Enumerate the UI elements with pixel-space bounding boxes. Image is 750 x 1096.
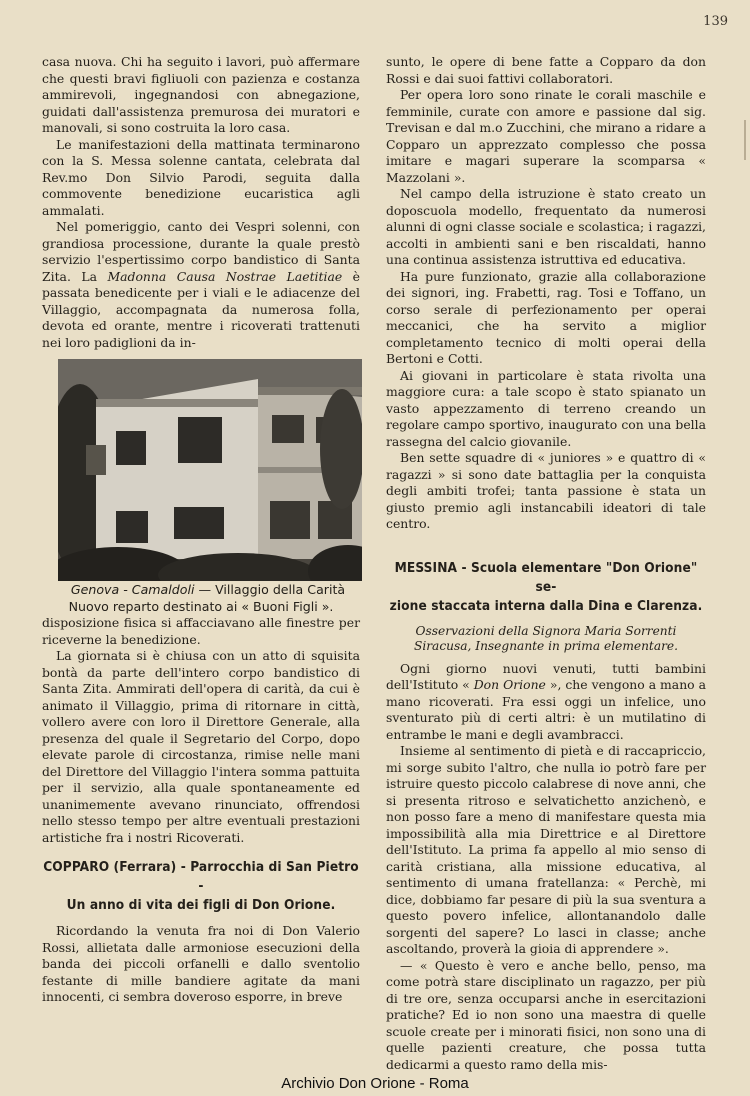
caption-line-2: Nuovo reparto destinato ai « Buoni Figli ». xyxy=(68,599,334,614)
photo-caption xyxy=(42,581,360,615)
right-paragraph xyxy=(386,661,706,744)
right-paragraph: Ben sette squadre di « juniores » e quattro di « ragazzi » si sono date battaglia per la conquista degli ambiti trofei; tanta passione è stata un giusto premio agli instancabili ideatori di tale centro. xyxy=(386,450,706,531)
right-column xyxy=(386,54,706,1073)
page-number: 139 xyxy=(703,14,728,29)
right-paragraph: — « Questo è vero e anche bello, penso, ma come potrà stare disciplinato un ragazzo, per più di tre ore, senza occuparsi anche in esercitazioni pratiche? Ed io non sono una maestra di quelle scuole create per i minorati fisici, non sono una di quelle pazienti creature, che possa tutta dedicarmi a questo ramo della mis- xyxy=(386,957,706,1072)
byline-line: Osservazioni della Signora Maria Sorrenti xyxy=(415,623,677,638)
right-paragraph: Insieme al sentimento di pietà e di raccapriccio, mi sorge subito l'altro, che nulla io potrò fare per istruire questo piccolo calabrese di nove anni, che si presenta ritroso e selvatichetto anzichenò, e non posso fare a meno di manifestare questa mia impossibilità alla mia Direttrice e al Direttore dell'Istituto. La prima fa appello al mio senso di carità cristiana, alla missione educativa, al sentimento di umana fratellanza: « Perchè, mi dice, dobbiamo far pesare di più la sua sventura a questo povero infelice, allontanandolo dalle sorgenti del sapere? Lo lasci in classe; anche ascoltando, proverà la gioia di apprendere ». xyxy=(386,743,706,956)
archive-footer: Archivio Don Orione - Roma xyxy=(281,1075,469,1092)
scan-edge-mark xyxy=(744,120,746,160)
left-paragraph: La giornata si è chiusa con un atto di squisita bontà da parte dell'intero corpo bandistico di Santa Zita. Ammirati dell'opera di carità, da cui è animato il Villaggio, prima di ritornare in città, vollero avere con loro il Direttore Generale, alla presenza del quale il Segretario del Corpo, dopo elevate parole di circostanza, rimise nelle mani del Direttore del Villaggio l'intera somma pattuita per il servizio, alla quale spontaneamente ed unanimemente avevano rinunciato, offrendosi nello stesso tempo per altre eventuali prestazioni artistiche fra i nostri Ricoverati. xyxy=(42,648,360,845)
italic-title: Madonna Causa Nostrae Laetitiae xyxy=(107,268,343,284)
italic-name: Don Orione xyxy=(473,677,546,692)
left-paragraph: Le manifestazioni della mattinata terminarono con la S. Messa solenne cantata, celebrata dal Rev.mo Don Silvio Parodi, seguita dalla commovente benedizione eucaristica agli ammalati. xyxy=(42,136,360,218)
text-run: », che vengono a mano a mano ricoverati. Fra essi oggi un infelice, uno sventurato più di certi altri: è un mutilatino di entrambe le mani e degli avambracci. xyxy=(386,677,706,742)
right-paragraph: Ai giovani in particolare è stata rivolta una maggiore cura: a tale scopo è stato spianato un vasto appezzamento di terreno creando un regolare campo sportivo, inaugurato con una bella rassegna del calcio giovanile. xyxy=(386,367,706,449)
right-paragraph: Per opera loro sono rinate le corali maschile e femminile, curate con amore e passione dal sig. Trevisan e dal m.o Zucchini, che mirano a ridare a Copparo un apprezzato complesso che possa imitare e magari superare la scomparsa « Mazzolani ». xyxy=(386,87,706,185)
byline-line: Siracusa, Insegnante in prima elementare. xyxy=(413,639,679,653)
text-run: Nel pomeriggio, canto dei Vespri solenni, con grandiosa processione, durante la quale prestò servizio l'espertissimo corpo bandistico di Santa Zita. La xyxy=(42,219,360,284)
section-title-line: MESSINA - Scuola elementare "Don Orione" se- xyxy=(394,559,698,595)
right-paragraph: sunto, le opere di bene fatte a Copparo da don Rossi e dai suoi fattivi collaboratori. xyxy=(386,54,706,86)
left-column xyxy=(42,54,360,1006)
left-paragraph: Ricordando la venuta fra noi di Don Valerio Rossi, allietata dalle armoniose esecuzioni della banda dei piccoli orfanelli e dallo sventolio festante di mille bandiere agitate da mani innocenti, ci sembra doveroso esporre, in breve xyxy=(42,923,360,1004)
caption-text: — Villaggio della Carità xyxy=(194,582,346,597)
left-paragraph: casa nuova. Chi ha seguito i lavori, può affermare che questi bravi figliuoli con pazienza e costanza ammirevoli, ingegnandosi con abnegazione, guidati dall'assistenza premurosa dei muratori e manovali, si sono costruita la loro casa. xyxy=(42,54,360,135)
left-paragraph xyxy=(42,219,360,351)
section-title-line: zione staccata interna dalla Dina e Clarenza. xyxy=(389,597,703,614)
right-paragraph: Ha pure funzionato, grazie alla collaborazione dei signori, ing. Frabetti, rag. Tosi e Toffano, un corso serale di perfezionamento per operai meccanici, che ha servito a miglior completamento tecnico di molti operai della Bertoni e Cotti. xyxy=(386,268,706,366)
left-paragraph: disposizione fisica si affacciavano alle finestre per riceverne la benedizione. xyxy=(42,615,360,647)
text-run: Ogni giorno nuovi venuti, tutti bambini dell'Istituto « xyxy=(386,660,706,692)
section-title-line: COPPARO (Ferrara) - Parrocchia di San Pietro - xyxy=(43,859,359,894)
text-run: è passata benedicente per i viali e le adiacenze del Villaggio, accompagnata da numerosa folla, devota ed orante, mentre i ricoverati trattenuti nei loro padiglioni da in- xyxy=(42,268,360,350)
article-byline xyxy=(386,624,706,655)
right-paragraph: Nel campo della istruzione è stato creato un doposcuola modello, frequentato da numerosi alunni di ogni classe sociale e scolastica; i ragazzi, accolti in ambienti sani e ben riscaldati, hanno una continua assistenza istruttiva ed educativa. xyxy=(386,186,706,267)
section-title-line: Un anno di vita dei figli di Don Orione. xyxy=(66,897,336,913)
messina-section-title xyxy=(386,559,706,616)
copparo-section-title xyxy=(42,858,360,915)
caption-place: Genova - Camaldoli xyxy=(70,582,195,597)
village-building-photo xyxy=(58,359,362,581)
